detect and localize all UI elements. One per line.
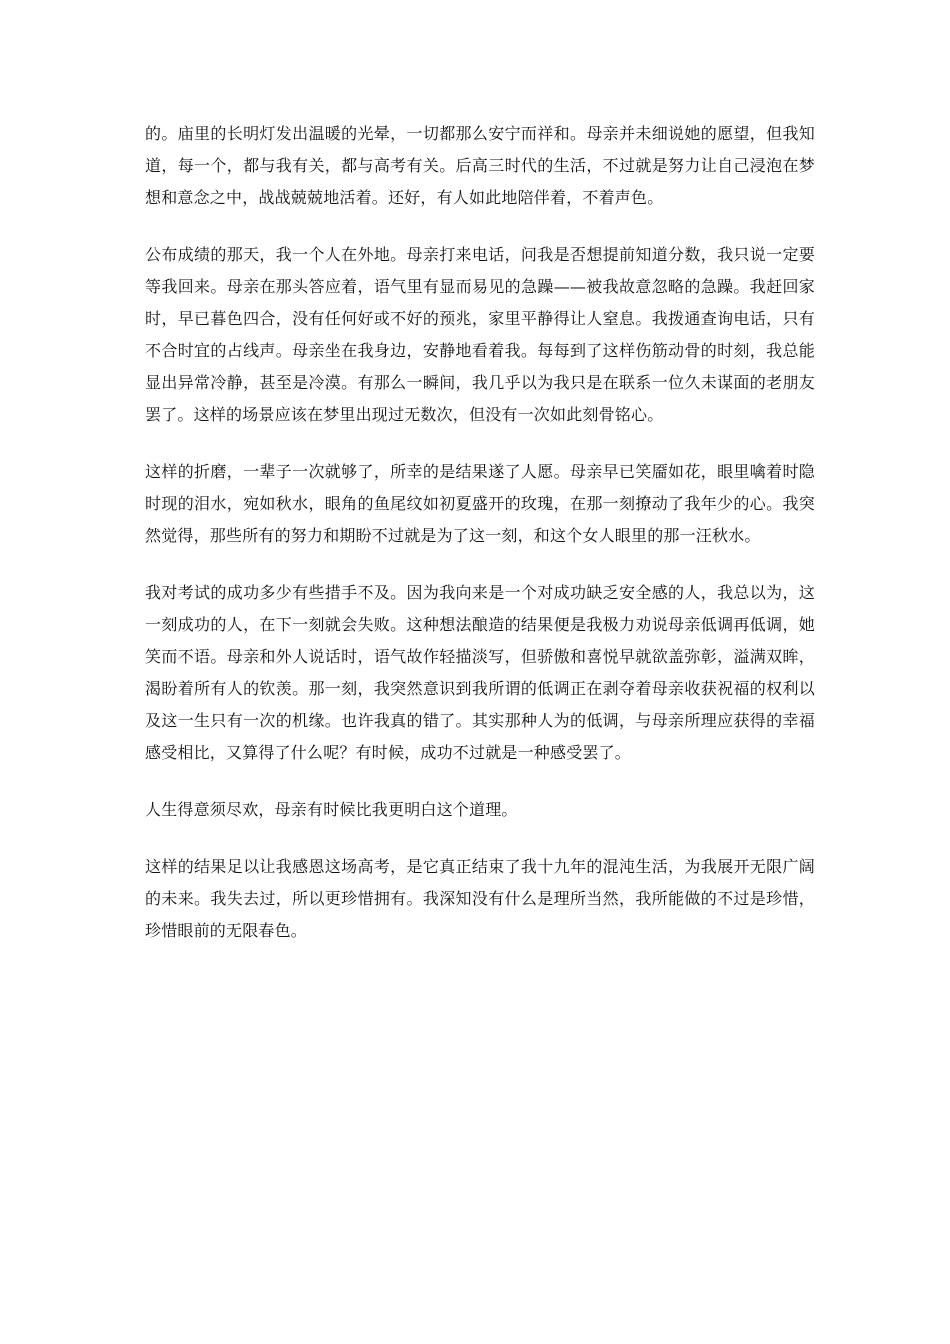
paragraph-3: 这样的折磨，一辈子一次就够了，所幸的是结果遂了人愿。母亲早已笑靥如花，眼里噙着时隐时现的泪水，宛如秋水，眼角的鱼尾纹如初夏盛开的玫瑰，在那一刻撩动了我年少的心。我突然觉得，那些所有的努力和期盼不过就是为了这一刻，和这个女人眼里的那一汪秋水。 xyxy=(145,462,815,545)
paragraph-5: 人生得意须尽欢，母亲有时候比我更明白这个道理。 xyxy=(145,800,518,819)
paragraph-1: 的。庙里的长明灯发出温暖的光晕，一切都那么安宁而祥和。母亲并未细说她的愿望，但我知道，每一个，都与我有关，都与高考有关。后高三时代的生活，不过就是努力让自己浸泡在梦想和意念之中，战战兢兢地活着。还好，有人如此地陪伴着，不着声色。 xyxy=(145,124,815,207)
paragraph-2: 公布成绩的那天，我一个人在外地。母亲打来电话，问我是否想提前知道分数，我只说一定要等我回来。母亲在那头答应着，语气里有显而易见的急躁——被我故意忽略的急躁。我赶回家时，早已暮色四合，没有任何好或不好的预兆，家里平静得让人窒息。我拨通查询电话，只有不合时宜的占线声。母亲坐在我身边，安静地看着我。每每到了这样伤筋动骨的时刻，我总能显出异常冷静，甚至是冷漠。有那么一瞬间，我几乎以为我只是在联系一位久未谋面的老朋友罢了。这样的场景应该在梦里出现过无数次，但没有一次如此刻骨铭心。 xyxy=(145,245,815,424)
document-body xyxy=(145,118,815,972)
paragraph-4: 我对考试的成功多少有些措手不及。因为我向来是一个对成功缺乏安全感的人，我总以为，这一刻成功的人，在下一刻就会失败。这种想法酿造的结果便是我极力劝说母亲低调再低调，她笑而不语。母亲和外人说话时，语气故作轻描淡写，但骄傲和喜悦早就欲盖弥彰，溢满双眸，渴盼着所有人的钦羡。那一刻，我突然意识到我所谓的低调正在剥夺着母亲收获祝福的权利以及这一生只有一次的机缘。也许我真的错了。其实那种人为的低调，与母亲所理应获得的幸福感受相比，又算得了什么呢？有时候，成功不过就是一种感受罢了。 xyxy=(145,583,815,762)
paragraph-6: 这样的结果足以让我感恩这场高考，是它真正结束了我十九年的混沌生活，为我展开无限广阔的未来。我失去过，所以更珍惜拥有。我深知没有什么是理所当然，我所能做的不过是珍惜，珍惜眼前的无限春色。 xyxy=(145,857,815,940)
